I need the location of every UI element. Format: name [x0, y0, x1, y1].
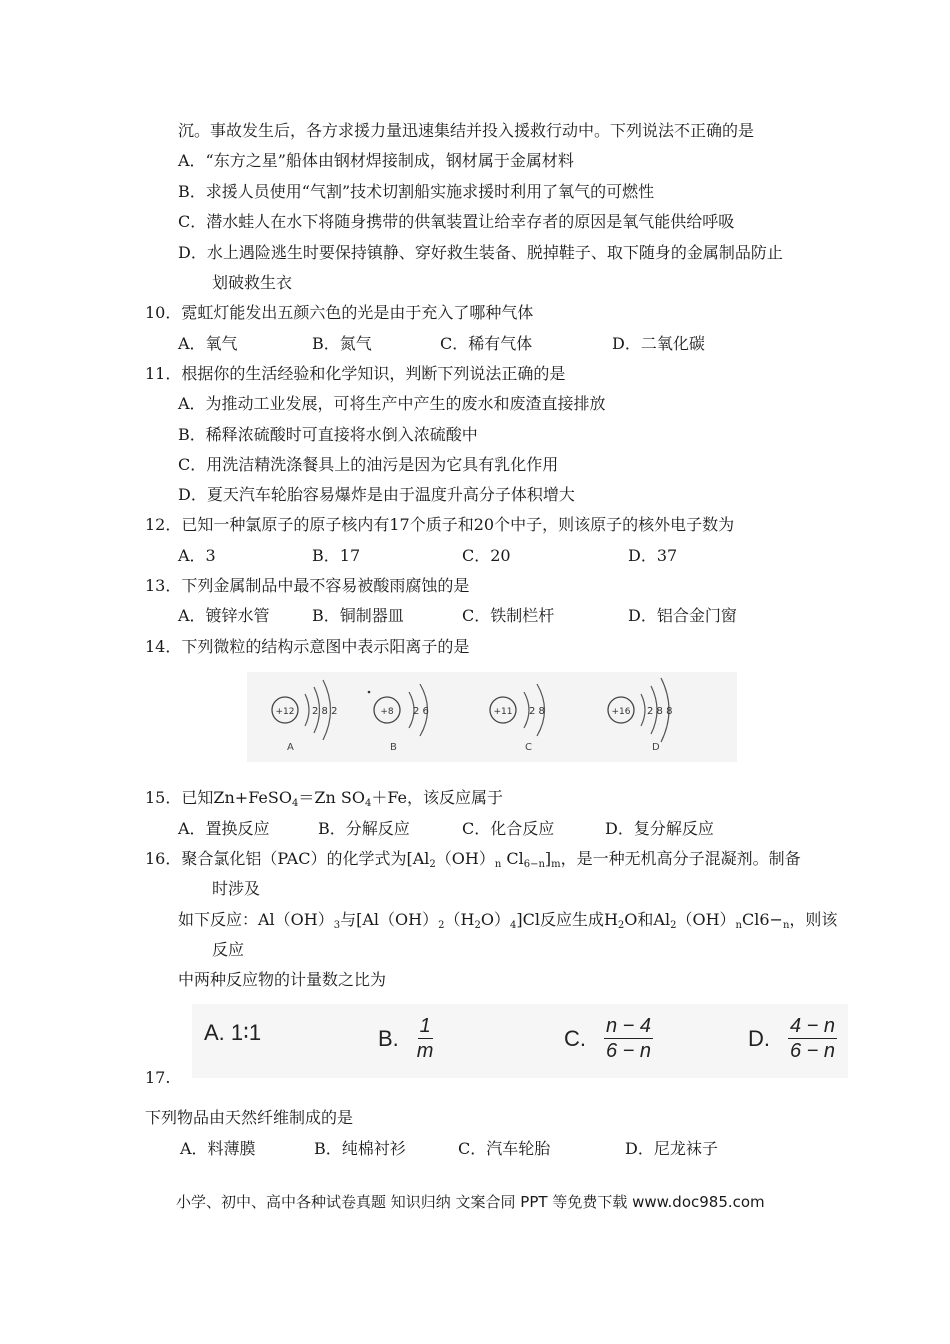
- q17-option-a: A．料薄膜: [180, 1139, 256, 1158]
- q10-option-c: C．稀有气体: [440, 334, 533, 353]
- q13-stem: 13．下列金属制品中最不容易被酸雨腐蚀的是: [145, 576, 470, 595]
- q16-stem-line2: 时涉及: [212, 879, 261, 898]
- q15-option-c: C．化合反应: [462, 819, 555, 838]
- q16-option-a: A. 1∶1: [204, 1020, 262, 1045]
- shells-b: 2 6: [413, 706, 429, 717]
- q13-option-b: B．铜制器皿: [312, 606, 404, 625]
- q16-stem-line1: 16．聚合氯化铝（PAC）的化学式为[$Al_2(OH)_n$ $Cl_{6-n}]_m$，是一种无机高分子混凝剂。制备: [145, 849, 801, 870]
- q10-option-b: B．氮气: [312, 334, 372, 353]
- q17-stem: 下列物品由天然纤维制成的是: [145, 1108, 354, 1127]
- shells-a: 2 8 2: [312, 706, 338, 717]
- q15-option-d: D．复分解反应: [605, 819, 714, 838]
- q12-option-a: A．3: [178, 546, 216, 565]
- shells-d: 2 8 8: [647, 706, 673, 717]
- nucleus-charge-c: +11: [493, 707, 513, 717]
- q15-option-a: A．置换反应: [178, 819, 270, 838]
- q17-number: 17.: [145, 1068, 171, 1087]
- particle-b: [368, 684, 429, 753]
- q9-option-b: B．求援人员使用“气割”技术切割船实施求援时利用了氧气的可燃性: [178, 182, 655, 201]
- q13-option-a: A．镀锌水管: [178, 606, 270, 625]
- q9-option-d: D．水上遇险逃生时要保持镇静、穿好救生装备、脱掉鞋子、取下随身的金属制品防止: [178, 243, 783, 262]
- particle-label-d: D: [652, 742, 660, 753]
- q11-option-a: A．为推动工业发展，可将生产中产生的废水和废渣直接排放: [178, 394, 606, 413]
- q13-option-c: C．铁制栏杆: [462, 606, 555, 625]
- particle-c: [490, 684, 545, 753]
- particle-label-b: B: [390, 742, 397, 753]
- q14-stem: 14．下列微粒的结构示意图中表示阳离子的是: [145, 637, 470, 656]
- particle-label-a: A: [287, 742, 294, 753]
- q12-stem: 12．已知一种氯原子的原子核内有17个质子和20个中子，则该原子的核外电子数为: [145, 515, 735, 534]
- q10-stem: 10．霓虹灯能发出五颜六色的光是由于充入了哪种气体: [145, 303, 534, 322]
- q16-stem-line5: 中两种反应物的计量数之比为: [178, 970, 387, 989]
- particle-label-c: C: [525, 742, 532, 753]
- page-footer: 小学、初中、高中各种试卷真题 知识归纳 文案合同 PPT 等免费下载 www.doc985.com: [176, 1193, 765, 1211]
- shells-c: 2 8: [529, 706, 545, 717]
- nucleus-charge-a: +12: [275, 707, 295, 717]
- q16-options-image: [192, 1004, 848, 1078]
- q17-option-d: D．尼龙袜子: [625, 1139, 718, 1158]
- q16-stem-line4: 反应: [212, 940, 245, 959]
- q16-option-b: B. $\frac{1}{m}$: [378, 1015, 434, 1062]
- q17-option-c: C．汽车轮胎: [458, 1139, 551, 1158]
- q16-stem-line3: 如下反应：$Al(OH)_3$与$[Al(OH)_2(H_2O)_4]Cl$反应生成$H_2O$和$Al_2(OH)_nCl6-_n$，则该: [178, 910, 838, 931]
- q16-option-d: D. $\frac{4 - n}{6 - n}$: [748, 1015, 836, 1062]
- q13-option-d: D．铝合金门窗: [628, 606, 737, 625]
- q12-option-c: C．20: [462, 546, 511, 565]
- q10-option-a: A．氧气: [178, 334, 238, 353]
- q11-option-d: D．夏天汽车轮胎容易爆炸是由于温度升高分子体积增大: [178, 485, 575, 504]
- q15-stem: 15．已知Zn+FeSO$_4$＝Zn $SO_4+Fe$，该反应属于: [145, 788, 504, 809]
- q9-option-a: A．“东方之星”船体由钢材焊接制成，钢材属于金属材料: [178, 151, 574, 170]
- q9-option-c: C．潜水蛙人在水下将随身携带的供氧装置让给幸存者的原因是氧气能供给呼吸: [178, 212, 735, 231]
- q9-option-d-cont: 划破救生衣: [212, 273, 293, 292]
- nucleus-charge-d: +16: [611, 707, 631, 717]
- q9-continuation: 沉。事故发生后，各方求援力量迅速集结并投入援救行动中。下列说法不正确的是: [178, 121, 755, 140]
- particle-a: [272, 680, 337, 753]
- q12-option-b: B．17: [312, 546, 361, 565]
- q15-option-b: B．分解反应: [318, 819, 410, 838]
- nucleus-charge-b: +8: [380, 707, 394, 717]
- atomic-structure-figure: [247, 672, 737, 762]
- q12-option-d: D．37: [628, 546, 678, 565]
- q17-option-b: B．纯棉衬衫: [314, 1139, 406, 1158]
- q10-option-d: D．二氧化碳: [612, 334, 705, 353]
- atomic-structure-diagram: [247, 672, 737, 762]
- q11-option-c: C．用洗洁精洗涤餐具上的油污是因为它具有乳化作用: [178, 455, 559, 474]
- q11-stem: 11．根据你的生活经验和化学知识，判断下列说法正确的是: [145, 364, 566, 383]
- q11-option-b: B．稀释浓硫酸时可直接将水倒入浓硫酸中: [178, 425, 478, 444]
- particle-d: [608, 678, 672, 753]
- q16-option-c: C. $\frac{n - 4}{6 - n}$: [564, 1015, 652, 1062]
